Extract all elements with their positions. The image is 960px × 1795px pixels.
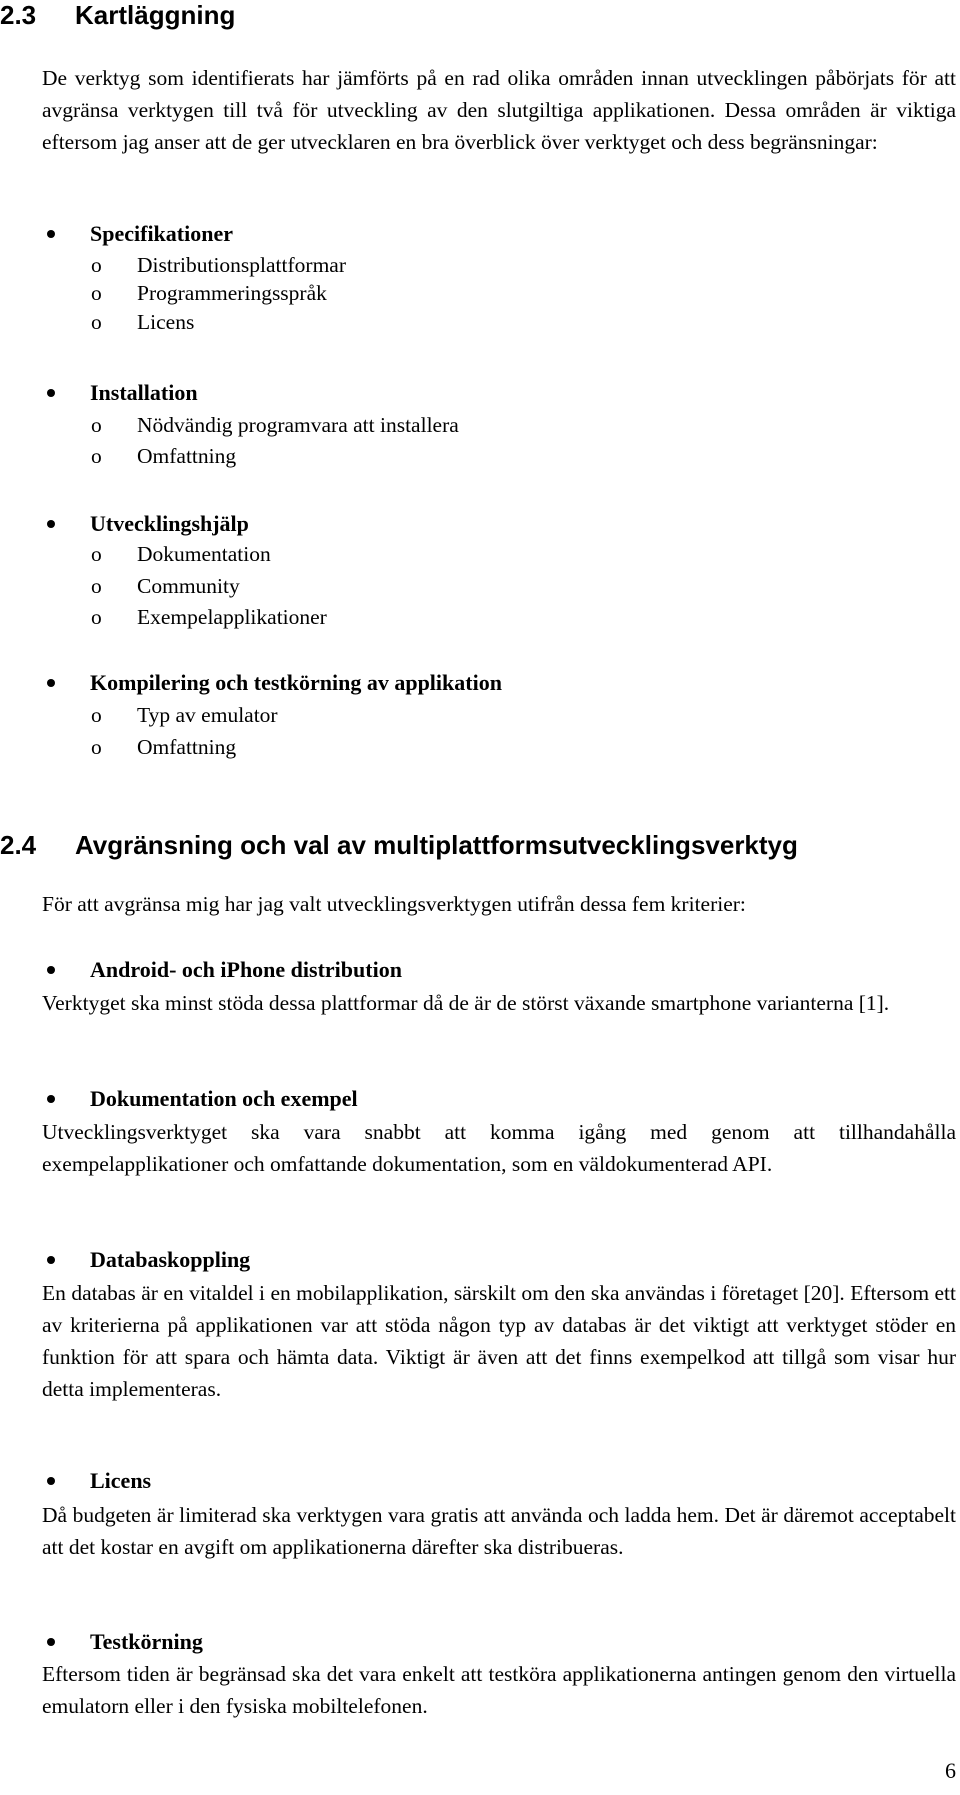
criterion-text: Eftersom tiden är begränsad ska det vara enkelt att testköra applikationerna antingen genom den virtuella emulatorn eller i den fysiska mobiltelefonen. bbox=[42, 1662, 956, 1718]
circle-bullet-icon: o bbox=[91, 281, 102, 305]
sub-list-item-label: Licens bbox=[137, 310, 195, 334]
criterion-text: Verktyget ska minst stöda dessa plattformar då de är de störst växande smartphone varianterna [1]. bbox=[42, 991, 890, 1015]
criterion-title: Android- och iPhone distribution bbox=[90, 957, 402, 982]
bullet-icon bbox=[47, 966, 55, 974]
circle-bullet-icon: o bbox=[91, 310, 102, 334]
criterion-title: Databaskoppling bbox=[90, 1247, 251, 1272]
sub-list-item-label: Community bbox=[137, 574, 240, 598]
bullet-icon bbox=[47, 389, 55, 397]
sub-list-item-label: Exempelapplikationer bbox=[137, 605, 327, 629]
page-number: 6 bbox=[945, 1758, 956, 1783]
sub-list-item bbox=[91, 732, 236, 762]
sub-list-item bbox=[91, 278, 327, 308]
list-item-title: Installation bbox=[90, 380, 198, 405]
section-title: Kartläggning bbox=[75, 0, 236, 30]
list-item-title: Kompilering och testkörning av applikation bbox=[90, 670, 502, 695]
sub-list-item bbox=[91, 410, 459, 440]
circle-bullet-icon: o bbox=[91, 605, 102, 629]
section-title: Avgränsning och val av multiplattformsutvecklingsverktyg bbox=[75, 830, 798, 860]
circle-bullet-icon: o bbox=[91, 703, 102, 727]
circle-bullet-icon: o bbox=[91, 735, 102, 759]
criteria-intro-paragraph: För att avgränsa mig har jag valt utvecklingsverktygen utifrån dessa fem kriterier: bbox=[42, 892, 746, 916]
list-item-title: Utvecklingshjälp bbox=[90, 511, 249, 536]
sub-list-item-label: Distributionsplattformar bbox=[137, 253, 346, 277]
sub-list-item bbox=[91, 307, 194, 337]
criterion-title: Testkörning bbox=[90, 1629, 203, 1654]
circle-bullet-icon: o bbox=[91, 574, 102, 598]
bullet-icon bbox=[47, 1477, 55, 1485]
criterion-title: Licens bbox=[90, 1468, 152, 1493]
sub-list-item bbox=[91, 539, 271, 569]
sub-list-item-label: Dokumentation bbox=[137, 542, 271, 566]
bullet-icon bbox=[47, 1095, 55, 1103]
list-item-title: Specifikationer bbox=[90, 221, 233, 246]
sub-list-item bbox=[91, 250, 346, 280]
sub-list-item bbox=[91, 441, 236, 471]
bullet-icon bbox=[47, 520, 55, 528]
criterion-text: Utvecklingsverktyget ska vara snabbt att komma igång med genom att tillhandahålla exempelapplikationer och omfattande dokumentation, som en väldokumenterad API. bbox=[42, 1120, 956, 1176]
bullet-icon bbox=[47, 230, 55, 238]
section-heading-2-4 bbox=[0, 830, 798, 860]
bullet-icon bbox=[47, 1638, 55, 1646]
sub-list-item bbox=[91, 700, 278, 730]
sub-list-item-label: Programmeringsspråk bbox=[137, 281, 327, 305]
sub-list-item bbox=[91, 602, 327, 632]
circle-bullet-icon: o bbox=[91, 253, 102, 277]
sub-list-item-label: Omfattning bbox=[137, 735, 237, 759]
criterion-title: Dokumentation och exempel bbox=[90, 1086, 358, 1111]
section-heading-2-3 bbox=[0, 0, 235, 30]
intro-paragraph: De verktyg som identifierats har jämförts på en rad olika områden innan utvecklingen påbörjats för att avgränsa verktygen till två för utveckling av den slutgiltiga applikationen. Dessa områden är viktiga eftersom jag anser att de ger utvecklaren en bra överblick över verktyget och dess begränsningar: bbox=[42, 66, 956, 154]
circle-bullet-icon: o bbox=[91, 444, 102, 468]
section-number: 2.4 bbox=[0, 830, 37, 860]
circle-bullet-icon: o bbox=[91, 413, 102, 437]
sub-list-item bbox=[91, 571, 240, 601]
sub-list-item-label: Omfattning bbox=[137, 444, 237, 468]
criterion-text: Då budgeten är limiterad ska verktygen vara gratis att använda och ladda hem. Det är däremot acceptabelt att det kostar en avgift om applikationerna därefter ska distribueras. bbox=[42, 1503, 956, 1559]
bullet-icon bbox=[47, 679, 55, 687]
bullet-icon bbox=[47, 1256, 55, 1264]
section-number: 2.3 bbox=[0, 0, 37, 30]
circle-bullet-icon: o bbox=[91, 542, 102, 566]
sub-list-item-label: Nödvändig programvara att installera bbox=[137, 413, 459, 437]
criterion-text: En databas är en vitaldel i en mobilapplikation, särskilt om den ska användas i företaget [20]. Eftersom ett av kriterierna på applikationen var att stöda någon typ av databas är det viktigt att verktyget stöder en funktion för att spara och hämta data. Viktigt är även att det finns exempelkod att tillgå som visar hur detta implementeras. bbox=[42, 1281, 956, 1401]
sub-list-item-label: Typ av emulator bbox=[137, 703, 278, 727]
